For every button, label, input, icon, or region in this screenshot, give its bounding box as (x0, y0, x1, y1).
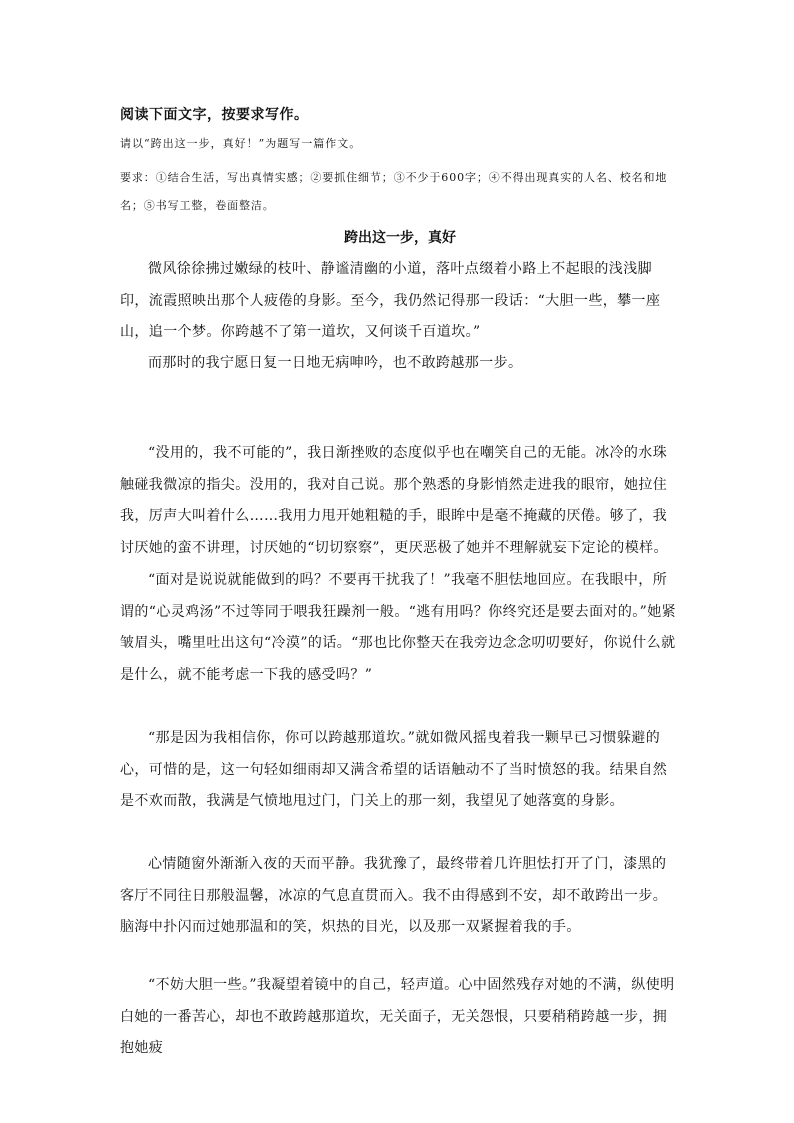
essay-title: 跨出这一步，真好 (344, 230, 456, 246)
essay-paragraph: 微风徐徐拂过嫩绿的枝叶、静谧清幽的小道，落叶点缀着小路上不起眼的浅浅脚印，流霞照映出那个人疲倦的身影。至今，我仍然记得那一段话：“大胆一些，攀一座山，追一个梦。你跨越不了第一道坎，又何谈千百道坎。” (120, 261, 661, 340)
task-heading: 阅读下面文字，按要求写作。 (120, 107, 309, 123)
essay-paragraph: 而那时的我宁愿日复一日地无病呻吟，也不敢跨越那一步。 (148, 355, 523, 371)
essay-paragraph: “那是因为我相信你，你可以跨越那道坎。”就如微风摇曳着我一颗早已习惯躲避的心，可惜的是，这一句轻如细雨却又满含希望的话语触动不了当时愤怒的我。结果自然是不欢而散，我满是气愤地甩过门，门关上的那一刻，我望见了她落寞的身影。 (120, 730, 668, 809)
essay-paragraph: “不妨大胆一些。”我凝望着镜中的自己，轻声道。心中固然残存对她的不满，纵使明白她的一番苦心，却也不敢跨越那道坎，无关面子，无关怨恨，只要稍稍跨越一步，拥抱她疲 (120, 977, 675, 1056)
essay-paragraph: “面对是说说就能做到的吗？不要再干扰我了！”我毫不胆怯地回应。在我眼中，所谓的“心灵鸡汤”不过等同于喂我狂躁剂一般。“逃有用吗？你终究还是要去面对的。”她紧皱眉头，嘴里吐出这句“冷漠”的话。“那也比你整天在我旁边念念叨叨要好，你说什么就是什么，就不能考虑一下我的感受吗？” (120, 572, 677, 683)
essay-paragraph: 心情随窗外渐渐入夜的天而平静。我犹豫了，最终带着几许胆怯打开了门，漆黑的客厅不同往日那般温馨，冰凉的气息直贯而入。我不由得感到不安，却不敢跨出一步。脑海中扑闪而过她那温和的笑，炽热的目光，以及那一双紧握着我的手。 (120, 856, 668, 935)
task-prompt: 请以“跨出这一步，真好！”为题写一篇作文。 (120, 137, 362, 150)
task-requirements: 要求：①结合生活，写出真情实感；②要抓住细节；③不少于600字；④不得出现真实的人名、校名和地名；⑤书写工整，卷面整洁。 (120, 171, 668, 212)
essay-paragraph: “没用的，我不可能的”，我日渐挫败的态度似乎也在嘲笑自己的无能。冰冷的水珠触碰我微凉的指尖。没用的，我对自己说。那个熟悉的身影悄然走进我的眼帘，她拉住我，厉声大叫着什么……我用力甩开她粗糙的手，眼眸中是毫不掩藏的厌倦。够了，我讨厌她的蛮不讲理，讨厌她的“切切察察”，更厌恶极了她并不理解就妄下定论的模样。 (120, 445, 668, 556)
